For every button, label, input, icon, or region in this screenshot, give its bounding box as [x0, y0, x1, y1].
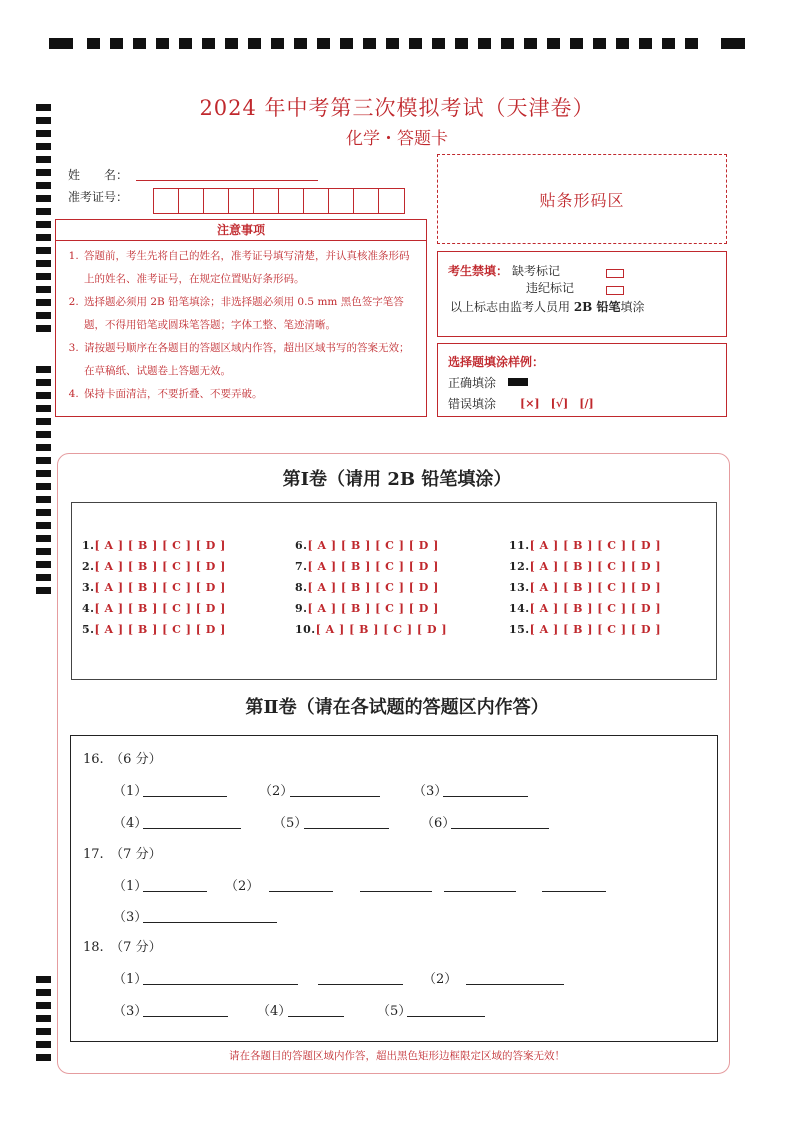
- q18-part3-line[interactable]: [143, 1016, 228, 1017]
- name-field[interactable]: [136, 180, 318, 181]
- mc-question-3[interactable]: 3.[ A ] [ B ] [ C ] [ D ]: [82, 581, 226, 594]
- q16-part2-line[interactable]: [290, 796, 380, 797]
- q17-part1-label: （1）: [113, 879, 148, 894]
- examiner-only-label: 考生禁填：: [448, 264, 509, 278]
- notice-item: 2. 选择题必须用 2B 铅笔填涂；非选择题必须用 0.5 mm 黑色签字笔答题，不得用铅笔或圆珠笔答题；字体工整、笔迹清晰。: [82, 291, 418, 337]
- q16-heading: 16. （6 分）: [83, 752, 162, 767]
- mc-question-14[interactable]: 14.[ A ] [ B ] [ C ] [ D ]: [509, 602, 662, 615]
- q18-part1-line-b[interactable]: [318, 984, 403, 985]
- q17-part2-line-c[interactable]: [444, 891, 516, 892]
- q17-part3-line[interactable]: [143, 922, 277, 923]
- section2-title: 第Ⅱ卷（请在各试题的答题区内作答）: [245, 697, 549, 718]
- mc-question-10[interactable]: 10.[ A ] [ B ] [ C ] [ D ]: [295, 623, 448, 636]
- mc-question-5[interactable]: 5.[ A ] [ B ] [ C ] [ D ]: [82, 623, 226, 636]
- q16-part4-line[interactable]: [143, 828, 241, 829]
- examiner-note-bold: 2B 铅笔: [573, 300, 621, 314]
- mc-question-2[interactable]: 2.[ A ] [ B ] [ C ] [ D ]: [82, 560, 226, 573]
- digit-box[interactable]: [329, 189, 354, 213]
- fill-sample-box: [437, 343, 727, 417]
- q16-part5-label: （5）: [273, 816, 308, 831]
- digit-box[interactable]: [179, 189, 204, 213]
- q16-part2-label: （2）: [259, 784, 294, 799]
- mc-question-12[interactable]: 12.[ A ] [ B ] [ C ] [ D ]: [509, 560, 662, 573]
- mc-question-15[interactable]: 15.[ A ] [ B ] [ C ] [ D ]: [509, 623, 662, 636]
- q16-part6-label: （6）: [421, 816, 456, 831]
- digit-box[interactable]: [254, 189, 279, 213]
- mc-question-6[interactable]: 6.[ A ] [ B ] [ C ] [ D ]: [295, 539, 439, 552]
- examiner-only-box: [437, 251, 727, 337]
- q17-part2-label: （2）: [225, 879, 260, 894]
- absent-mark-label: 缺考标记: [512, 264, 561, 278]
- exam-number-label: 准考证号：: [68, 190, 129, 204]
- digit-box[interactable]: [354, 189, 379, 213]
- mc-question-13[interactable]: 13.[ A ] [ B ] [ C ] [ D ]: [509, 581, 662, 594]
- violation-mark-label: 违纪标记: [526, 281, 575, 295]
- examiner-note: 以上标志由监考人员用: [450, 300, 574, 314]
- q16-part1-line[interactable]: [143, 796, 227, 797]
- q18-part1-label: （1）: [113, 972, 148, 987]
- correct-fill-label: 正确填涂: [448, 376, 497, 390]
- digit-box[interactable]: [279, 189, 304, 213]
- q18-part4-line[interactable]: [288, 1016, 344, 1017]
- q18-part5-line[interactable]: [407, 1016, 485, 1017]
- q17-part2-line-b[interactable]: [360, 891, 432, 892]
- digit-box[interactable]: [379, 189, 404, 213]
- q18-part2-line[interactable]: [466, 984, 564, 985]
- q17-part1-line[interactable]: [143, 891, 207, 892]
- mc-question-11[interactable]: 11.[ A ] [ B ] [ C ] [ D ]: [509, 539, 662, 552]
- section1-title: 第Ⅰ卷（请用 2B 铅笔填涂）: [282, 469, 512, 490]
- mc-question-9[interactable]: 9.[ A ] [ B ] [ C ] [ D ]: [295, 602, 439, 615]
- digit-box[interactable]: [154, 189, 179, 213]
- filled-sample-icon: [508, 378, 528, 386]
- name-label: 姓 名：: [68, 168, 129, 182]
- q18-part5-label: （5）: [377, 1004, 412, 1019]
- open-answer-box: [70, 735, 718, 1042]
- notice-item: 1. 答题前，考生先将自己的姓名，准考证号填写清楚，并认真核准条形码上的姓名、准考证号，在规定位置贴好条形码。: [82, 245, 418, 291]
- q16-part4-label: （4）: [113, 816, 148, 831]
- digit-box[interactable]: [304, 189, 329, 213]
- q17-part3-label: （3）: [113, 910, 148, 925]
- wrong-fill-label: 错误填涂: [448, 397, 497, 411]
- notice-title: 注意事项: [56, 220, 426, 241]
- digit-box[interactable]: [229, 189, 254, 213]
- multiple-choice-box: [71, 502, 717, 680]
- violation-mark-box[interactable]: [606, 286, 624, 295]
- q18-part4-label: （4）: [257, 1004, 292, 1019]
- mc-question-1[interactable]: 1.[ A ] [ B ] [ C ] [ D ]: [82, 539, 226, 552]
- q18-part3-label: （3）: [113, 1004, 148, 1019]
- q17-heading: 17. （7 分）: [83, 847, 162, 862]
- fill-sample-title: 选择题填涂样例：: [448, 355, 545, 369]
- q16-part1-label: （1）: [113, 784, 148, 799]
- barcode-area: 贴条形码区: [437, 154, 727, 244]
- q18-part2-label: （2）: [423, 972, 458, 987]
- mc-question-7[interactable]: 7.[ A ] [ B ] [ C ] [ D ]: [295, 560, 439, 573]
- digit-box[interactable]: [204, 189, 229, 213]
- notice-box: [55, 219, 427, 417]
- q16-part6-line[interactable]: [451, 828, 549, 829]
- q17-part2-line-a[interactable]: [269, 891, 333, 892]
- absent-mark-box[interactable]: [606, 269, 624, 278]
- notice-item: 3. 请按题号顺序在各题目的答题区域内作答，超出区域书写的答案无效；在草稿纸、试题卷上答题无效。: [82, 337, 418, 383]
- footer-warning: 请在各题目的答题区域内作答，超出黑色矩形边框限定区域的答案无效！: [229, 1050, 565, 1062]
- mc-question-4[interactable]: 4.[ A ] [ B ] [ C ] [ D ]: [82, 602, 226, 615]
- page-title: 2024 年中考第三次模拟考试（天津卷）: [199, 96, 595, 120]
- q16-part5-line[interactable]: [304, 828, 389, 829]
- q18-heading: 18. （7 分）: [83, 940, 162, 955]
- mc-question-8[interactable]: 8.[ A ] [ B ] [ C ] [ D ]: [295, 581, 439, 594]
- top-timing-marks: [49, 38, 745, 52]
- q18-part1-line-a[interactable]: [143, 984, 298, 985]
- notice-item: 4. 保持卡面清洁，不要折叠、不要弄破。: [82, 383, 418, 406]
- q16-part3-line[interactable]: [443, 796, 528, 797]
- page-subtitle: 化学・答题卡: [346, 129, 448, 149]
- wrong-fill-marks: [×] [√] [/]: [520, 397, 594, 410]
- examiner-note-end: 填涂: [620, 300, 645, 314]
- q16-part3-label: （3）: [413, 784, 448, 799]
- q17-part2-line-d[interactable]: [542, 891, 606, 892]
- exam-number-boxes[interactable]: [153, 188, 405, 214]
